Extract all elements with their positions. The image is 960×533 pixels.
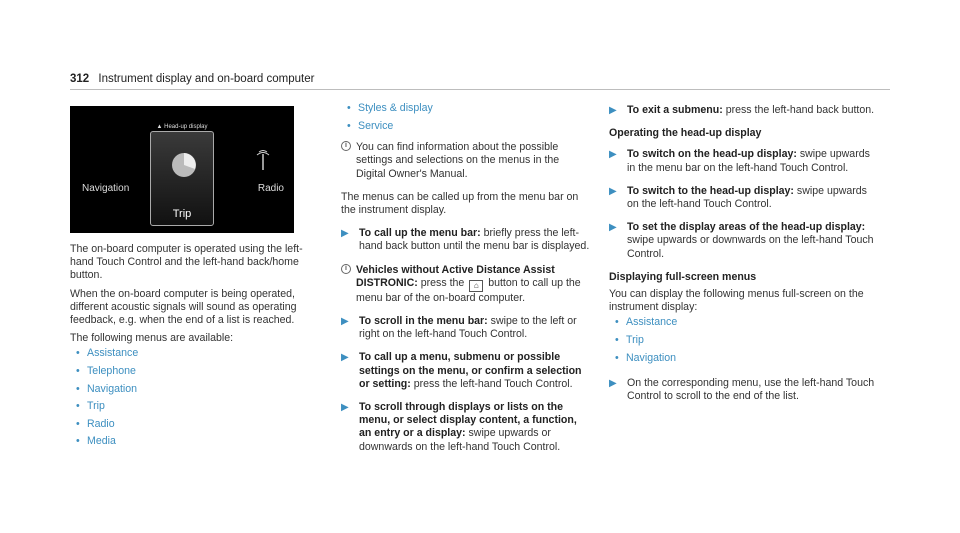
list-item[interactable]: • Media	[70, 435, 310, 453]
screenshot-left-label: Navigation	[82, 183, 130, 194]
step-call-menu-bar: ▶ To call up the menu bar: briefly press the left-hand back button until the menu bar is displayed.	[341, 227, 590, 253]
fullscreen-menu-list	[609, 316, 879, 369]
arrow-right-icon: ▶	[609, 149, 617, 161]
arrow-right-icon: ▶	[609, 105, 617, 116]
step-call-menu: ▶ To call up a menu, submenu or possible settings on the menu, or confirm a selection or setting: press the left-hand Touch Control.	[341, 351, 582, 390]
arrow-right-icon: ▶	[341, 352, 349, 364]
acoustic-paragraph: When the on-board computer is being operated, different acoustic signals will sound as operating feedback, e.g. when the end of a list is reached.	[70, 287, 297, 327]
list-item[interactable]: • Styles & display	[341, 102, 591, 120]
list-item[interactable]: • Service	[341, 120, 591, 138]
arrow-right-icon: ▶	[609, 378, 617, 390]
trip-tile	[150, 131, 214, 226]
list-item[interactable]: • Trip	[609, 334, 879, 352]
step-scroll-end: ▶ On the corresponding menu, use the left-hand Touch Control to scroll to the end of the list.	[609, 377, 875, 403]
list-item[interactable]: • Navigation	[70, 383, 310, 401]
column-3	[609, 104, 879, 414]
list-item[interactable]: • Trip	[70, 400, 310, 418]
step-set-hud-areas: ▶ To set the display areas of the head-up display: swipe upwards or downwards on the left-hand Touch Control.	[609, 221, 874, 260]
screenshot-right-label: Radio	[257, 183, 284, 194]
info-icon: i	[341, 141, 351, 151]
page-number: 312	[70, 73, 90, 85]
page-header	[70, 73, 314, 86]
list-item[interactable]: • Navigation	[609, 352, 879, 370]
home-button-icon: ⌂	[469, 280, 483, 292]
header-title: Instrument display and on-board computer	[98, 73, 315, 85]
info-note-distronic: i Vehicles without Active Distance Assist DISTRONIC: press the ⌂ button to call up the menu bar of the on-board computer.	[341, 264, 591, 305]
arrow-right-icon: ▶	[341, 402, 349, 414]
menus-intro: The following menus are available:	[70, 332, 234, 345]
step-scroll-lists: ▶ To scroll through displays or lists on the menu, or select display content, a function, an entry or a display: swipe upwards or downwards on the left-hand Touch Control.	[341, 401, 577, 453]
step-exit-submenu: ▶ To exit a submenu: press the left-hand back button.	[609, 104, 875, 116]
screenshot-center-label: Trip	[172, 207, 192, 220]
info-icon: i	[341, 264, 351, 274]
display-screenshot	[70, 106, 294, 233]
step-scroll-menu-bar: ▶ To scroll in the menu bar: swipe to the left or right on the left-hand Touch Control.	[341, 315, 577, 341]
hud-label: ▲ Head-up display	[156, 124, 208, 130]
arrow-right-icon: ▶	[609, 222, 617, 234]
section-heading: Operating the head-up display	[609, 127, 762, 140]
step-switch-on-hud: ▶ To switch on the head-up display: swipe upwards in the menu bar on the left-hand Touch Control.	[609, 148, 870, 174]
column-1	[70, 243, 310, 453]
menu-list	[70, 347, 310, 453]
section-heading: Displaying full-screen menus	[609, 270, 757, 283]
info-note: i You can find information about the possible settings and selections on the menus in the Digital Owner's Manual.	[341, 141, 591, 181]
menubar-paragraph: The menus can be called up from the menu bar on the instrument display.	[341, 190, 579, 216]
menu-list-cont	[341, 102, 591, 137]
header-rule	[70, 89, 890, 90]
list-item[interactable]: • Assistance	[609, 316, 879, 334]
fullscreen-paragraph: You can display the following menus full-screen on the instrument display:	[609, 288, 864, 314]
trip-chart-icon	[171, 152, 197, 178]
radio-antenna-icon	[256, 150, 270, 170]
list-item[interactable]: • Radio	[70, 418, 310, 436]
arrow-right-icon: ▶	[609, 185, 617, 197]
arrow-right-icon: ▶	[341, 316, 349, 328]
list-item[interactable]: • Telephone	[70, 365, 310, 383]
intro-paragraph: The on-board computer is operated using the left-hand Touch Control and the left-hand back/home button.	[70, 243, 303, 282]
step-switch-to-hud: ▶ To switch to the head-up display: swipe upwards on the left-hand Touch Control.	[609, 184, 867, 211]
list-item[interactable]: • Assistance	[70, 347, 310, 365]
arrow-right-icon: ▶	[341, 228, 349, 240]
column-2	[341, 102, 591, 464]
